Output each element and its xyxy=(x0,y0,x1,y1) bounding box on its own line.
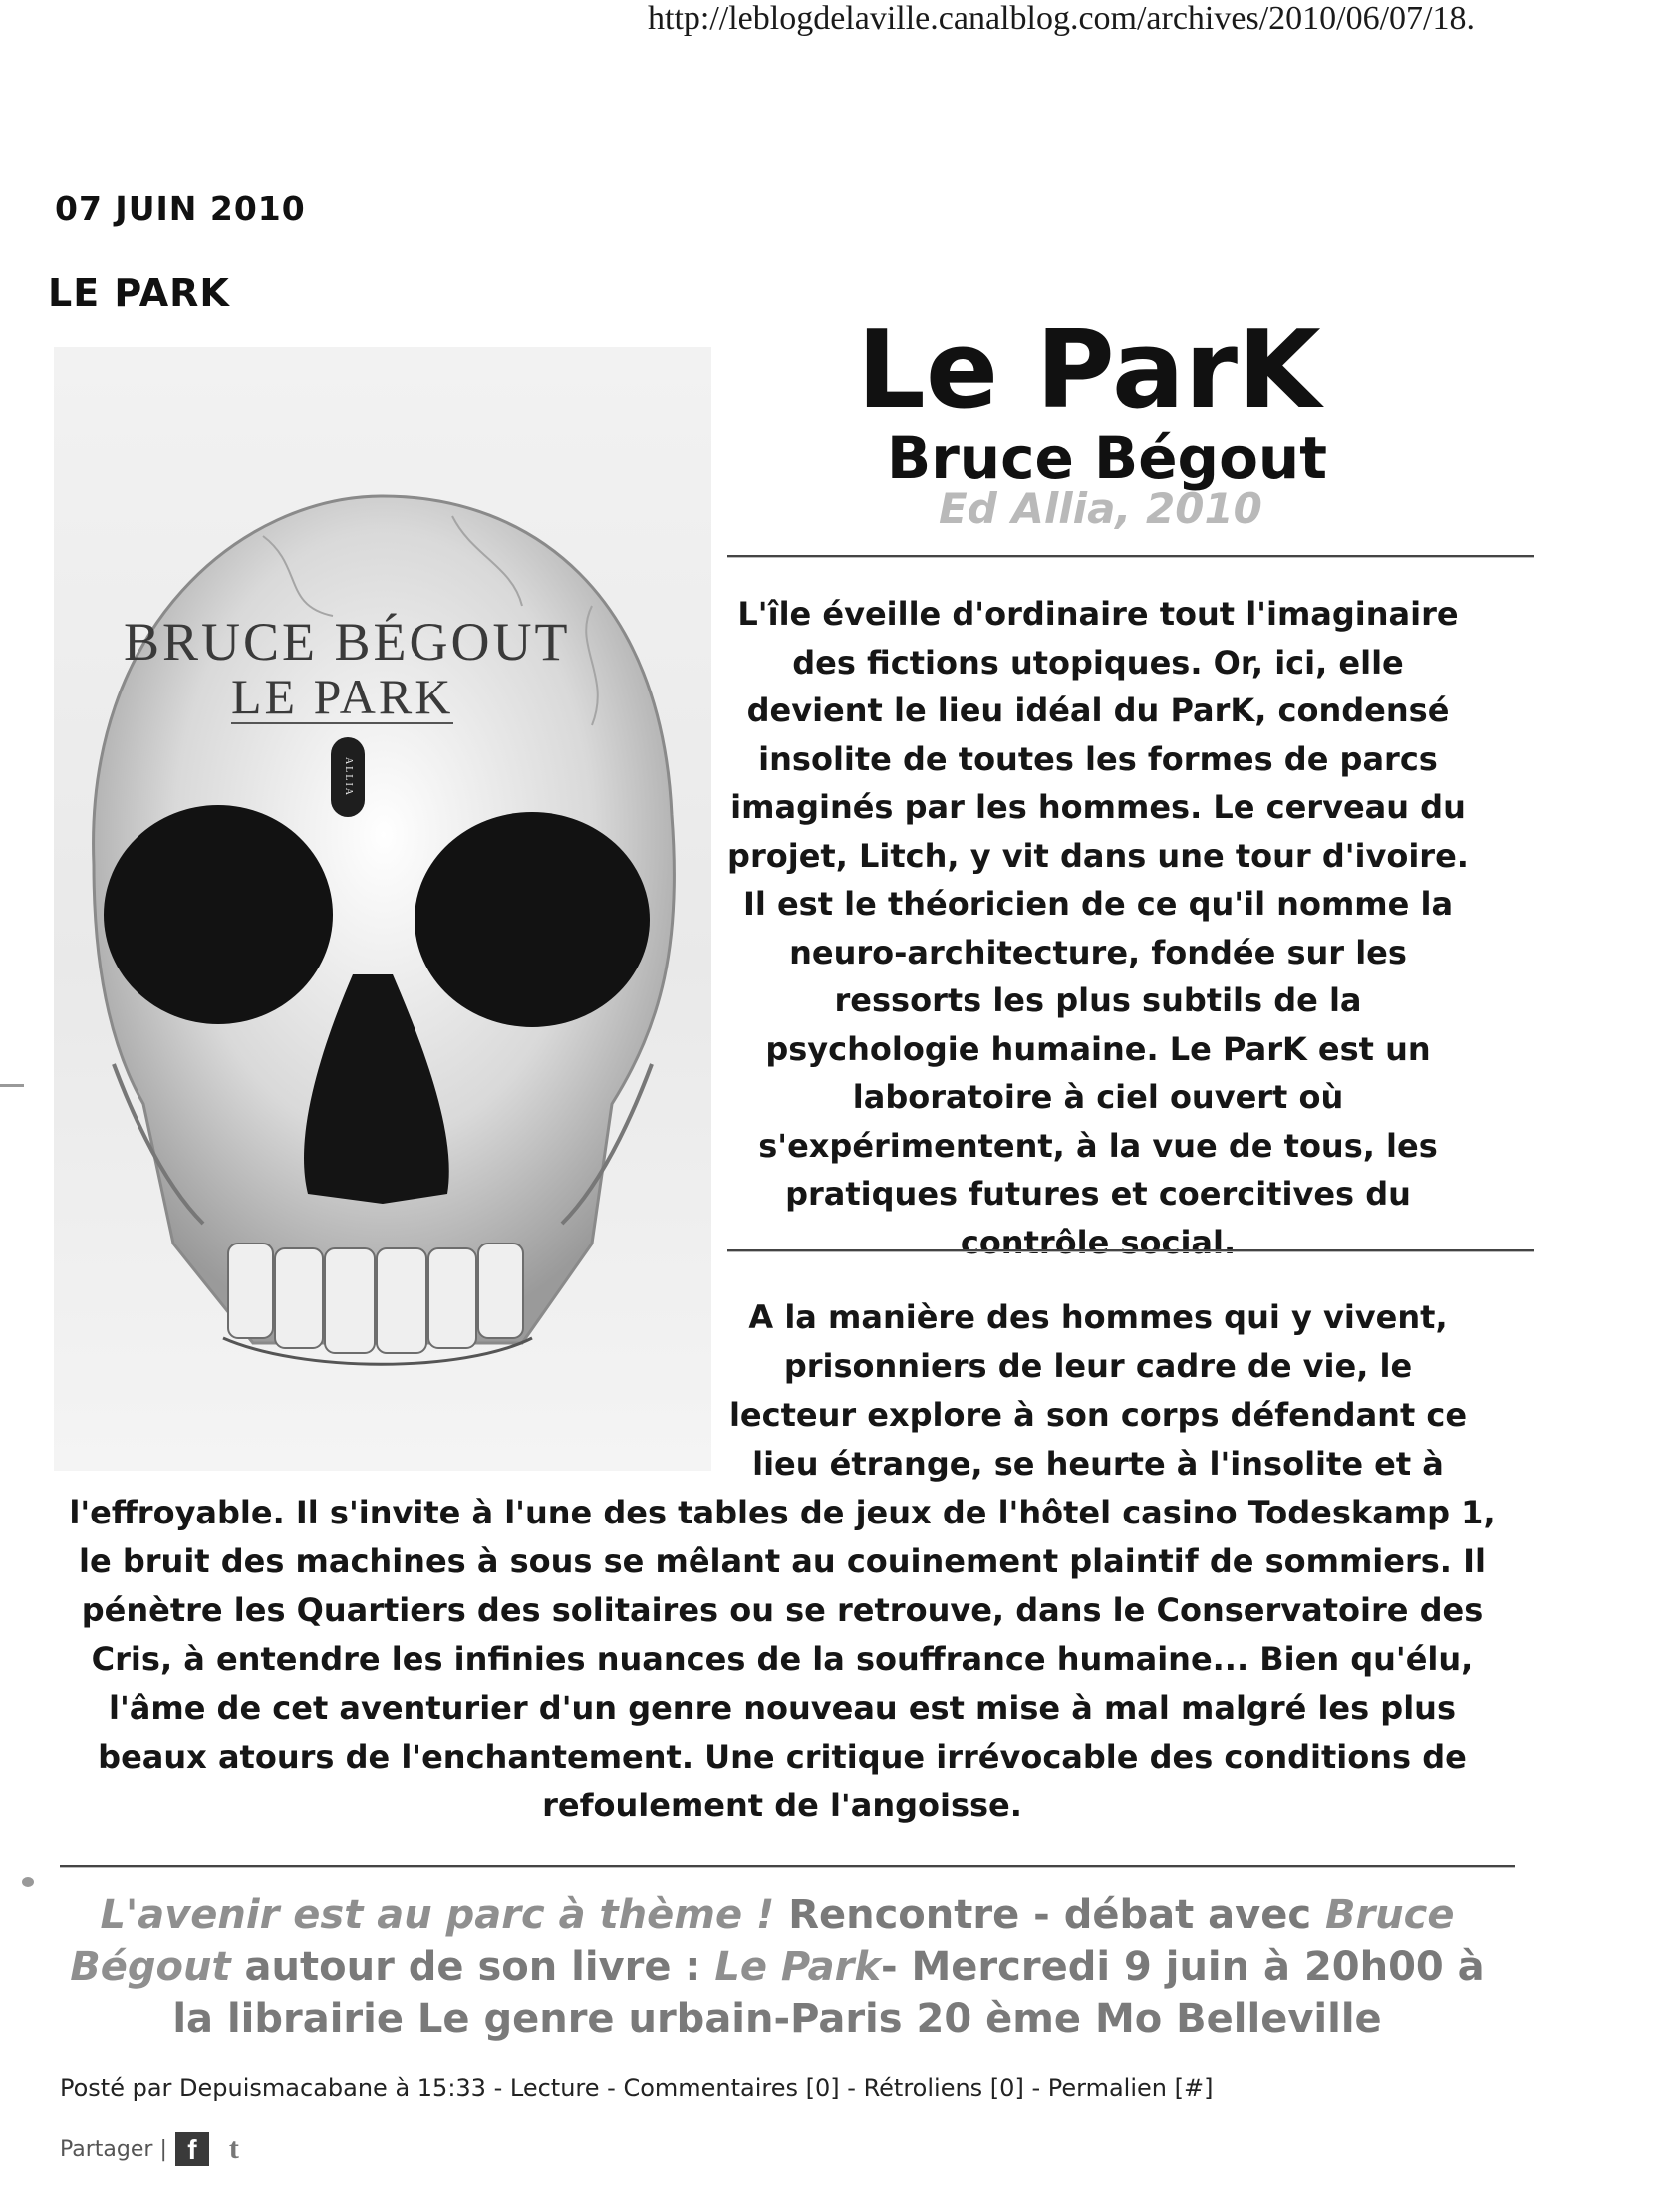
scan-speck xyxy=(22,1877,34,1887)
cover-author: BRUCE BÉGOUT xyxy=(124,612,571,672)
cover-title: LE PARK xyxy=(231,669,454,724)
separator: - xyxy=(599,2074,624,2102)
lecture-link[interactable]: Lecture xyxy=(509,2074,600,2102)
event-text: Rencontre - débat avec xyxy=(774,1892,1325,1938)
comments-link[interactable]: Commentaires [0] xyxy=(623,2074,840,2102)
event-text: autour de son livre : xyxy=(230,1944,715,1990)
twitter-icon[interactable]: t xyxy=(228,2132,239,2165)
divider xyxy=(727,1249,1534,1252)
separator: - xyxy=(1023,2074,1048,2102)
review-paragraph: A la manière des hommes qui y vivent, prisonniers de leur cadre de vie, le lecteur explore à son corps défendant ce lieu étrange, se heurte à l'insolite et à xyxy=(728,1298,1468,1483)
skull-illustration xyxy=(54,347,711,1471)
book-title: Le ParK xyxy=(857,308,1321,432)
review-paragraph: L'île éveille d'ordinaire tout l'imaginaire des fictions utopiques. Or, ici, elle devient le lieu idéal du ParK, condensé insolite de toutes les formes de parcs imaginés par les hommes. Le cerveau du projet, Litch, y vit dans une tour d'ivoire. Il est le théoricien de ce qu'il nomme la neuro-architecture, fondée sur les ressorts les plus subtils de la psychologie humaine. Le ParK est un laboratoire à ciel ouvert où s'expérimentent, à la vue de tous, les pratiques futures et coercitives du contrôle social. xyxy=(727,595,1469,1261)
review-paragraph-continued: l'effroyable. Il s'invite à l'une des tables de jeux de l'hôtel casino Todeskamp 1, le bruit des machines à sous se mêlant au couinement plaintif de sommiers. Il pénètre les Quartiers des solitaires ou se retrouve, dans le Conservatoire des Cris, à entendre les infinies nuances de la souffrance humaine... Bien qu'élu, l'âme de cet aventurier d'un genre nouveau est mise à mal malgré les plus beaux atours de l'enchantement. Une critique irrévocable des conditions de refoulement de l'angoisse. xyxy=(69,1494,1496,1824)
event-details: - Mercredi 9 juin à 20h00 à la librairie Le genre urbain-Paris 20 ème Mo Belleville xyxy=(172,1944,1485,2042)
event-lead: L'avenir est au parc à thème ! xyxy=(100,1892,775,1938)
posted-by-link[interactable]: Posté par Depuismacabane à 15:33 xyxy=(60,2074,486,2102)
event-author: Bruce Bégout xyxy=(70,1892,1455,1990)
scan-speck xyxy=(0,1084,24,1087)
divider xyxy=(727,555,1534,558)
event-book: Le Park xyxy=(714,1944,881,1990)
separator: - xyxy=(839,2074,864,2102)
divider xyxy=(60,1865,1515,1868)
book-author: Bruce Bégout xyxy=(887,424,1327,492)
cover-publisher-logo: ALLIA xyxy=(331,737,365,817)
page-url: http://leblogdelaville.canalblog.com/archives/2010/06/07/18. xyxy=(648,0,1475,37)
book-edition: Ed Allia, 2010 xyxy=(939,484,1262,533)
separator: - xyxy=(485,2074,510,2102)
post-date: 07 JUIN 2010 xyxy=(55,189,306,228)
book-cover-image xyxy=(54,347,711,1471)
share-bar xyxy=(60,2132,251,2166)
post-title: LE PARK xyxy=(48,271,230,315)
trackbacks-link[interactable]: Rétroliens [0] xyxy=(863,2074,1024,2102)
share-label: Partager | xyxy=(60,2136,167,2162)
facebook-icon[interactable]: f xyxy=(175,2132,209,2166)
permalink-link[interactable]: Permalien [#] xyxy=(1047,2074,1214,2102)
event-announcement xyxy=(60,1889,1495,2045)
post-footer xyxy=(60,2074,1455,2102)
